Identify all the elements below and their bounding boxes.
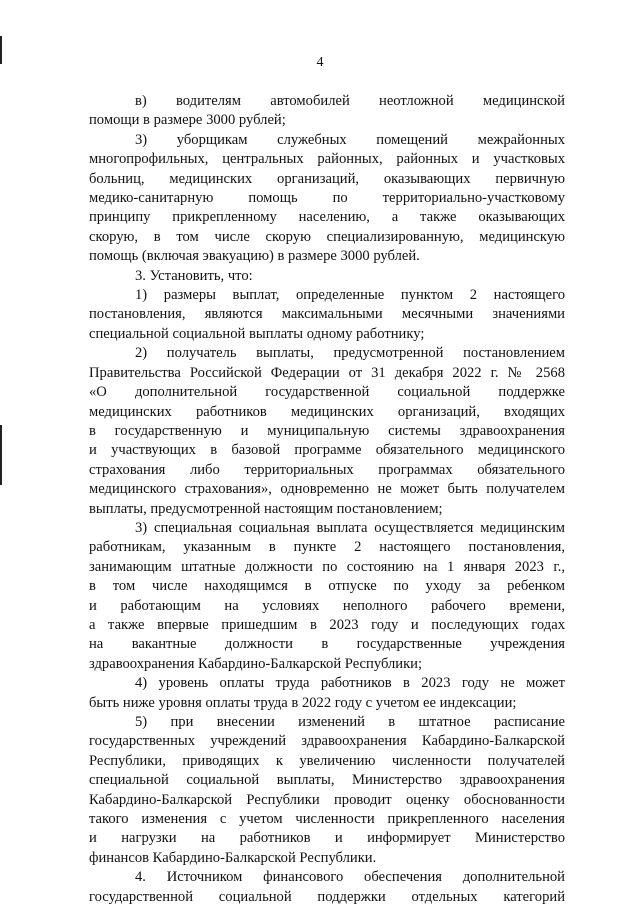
text-line: помощь (включая эвакуацию) в размере 3000 рублей. [89, 248, 420, 265]
text-line: государственных учреждений здравоохранения Кабардино-Балкарской [89, 733, 565, 750]
text-line: постановления, являются максимальными месячными значениями [89, 306, 565, 323]
paragraph-establish [89, 267, 565, 286]
text-line: специальной социальной выплаты, Министерство здравоохранения [89, 772, 565, 789]
text-line: многопрофильных, центральных районных, районных и участковых [89, 151, 565, 168]
text-line: 5) при внесении изменений в штатное расписание [135, 714, 565, 730]
paragraph-item-3 [89, 519, 565, 674]
scan-edge-mark-middle [0, 425, 2, 485]
text-line: государственной социальной поддержки отдельных категорий [89, 888, 565, 905]
text-line: «О дополнительной государственной социальной поддержке [89, 384, 565, 401]
paragraph-funding-source [89, 868, 565, 907]
page-number: 4 [316, 55, 324, 70]
text-line: страхования либо территориальных программах обязательного [89, 461, 565, 478]
paragraph-item-1 [89, 286, 565, 344]
text-line: занимающим штатные должности по состоянию на 1 января 2023 г., [89, 558, 565, 575]
text-line: финансов Кабардино-Балкарской Республики. [89, 849, 377, 866]
text-line: в том числе находящимся в отпуске по уходу за ребенком [89, 578, 565, 595]
text-line: принципу прикрепленному населению, а также оказывающих [89, 209, 565, 226]
text-line: здравоохранения Кабардино-Балкарской Республики; [89, 655, 423, 672]
text-line: Кабардино-Балкарской Республики проводит оценку обоснованности [89, 791, 565, 808]
text-line: специальной социальной выплаты одному работнику; [89, 325, 425, 342]
text-line: на вакантные должности в государственные учреждения [89, 636, 565, 653]
text-line: медико-санитарную помощь по территориально-участковому [89, 190, 565, 207]
text-line: а также впервые пришедшим в 2023 году и последующих годах [89, 616, 565, 633]
text-line: и работающим на условиях неполного рабочего времени, [89, 597, 565, 614]
text-line: 3. Установить, что: [135, 267, 253, 284]
text-line: Республики, приводящих к увеличению численности получателей [89, 752, 565, 769]
text-line: выплаты, предусмотренной настоящим постановлением; [89, 500, 443, 517]
text-line: медицинских работников медицинских организаций, входящих [89, 403, 565, 420]
text-line: такого изменения с учетом численности прикрепленного населения [89, 811, 565, 828]
paragraph-item-5 [89, 713, 565, 868]
text-line: скорую, в том числе скорую специализированную, медицинскую [89, 228, 565, 245]
text-line: 1) размеры выплат, определенные пунктом 2 настоящего [135, 287, 565, 304]
paragraph-item-4 [89, 674, 565, 713]
text-line: медицинского страхования», одновременно не может быть получателем [89, 481, 565, 498]
paragraph-cleaners [89, 131, 565, 267]
text-line: быть ниже уровня оплаты труда в 2022 году с учетом ее индексации; [89, 694, 517, 711]
text-line: и участвующих в базовой программе обязательного медицинского [89, 442, 565, 459]
text-line: 4) уровень оплаты труда работников в 2023 году не может [135, 675, 565, 692]
text-line: 4. Источником финансового обеспечения дополнительной [135, 869, 565, 886]
text-line: работникам, указанным в пункте 2 настоящего постановления, [89, 539, 565, 556]
text-line: помощи в размере 3000 рублей; [89, 112, 286, 129]
text-line: больниц, медицинских организаций, оказывающих первичную [89, 170, 565, 187]
document-body [89, 92, 565, 907]
text-line: 3) специальная социальная выплата осуществляется медицинским [135, 519, 565, 536]
text-line: 3) уборщикам служебных помещений межрайонных [135, 131, 565, 148]
paragraph-item-2 [89, 344, 565, 519]
text-line: Правительства Российской Федерации от 31 декабря 2022 г. № 2568 [89, 364, 565, 381]
text-line: 2) получатель выплаты, предусмотренной постановлением [135, 345, 565, 362]
paragraph-ambulance-drivers [89, 92, 565, 131]
text-line: и нагрузки на работников и информирует Министерство [89, 830, 565, 847]
text-line: в государственную и муниципальную системы здравоохранения [89, 422, 565, 439]
text-line: в) водителям автомобилей неотложной медицинской [135, 93, 565, 109]
